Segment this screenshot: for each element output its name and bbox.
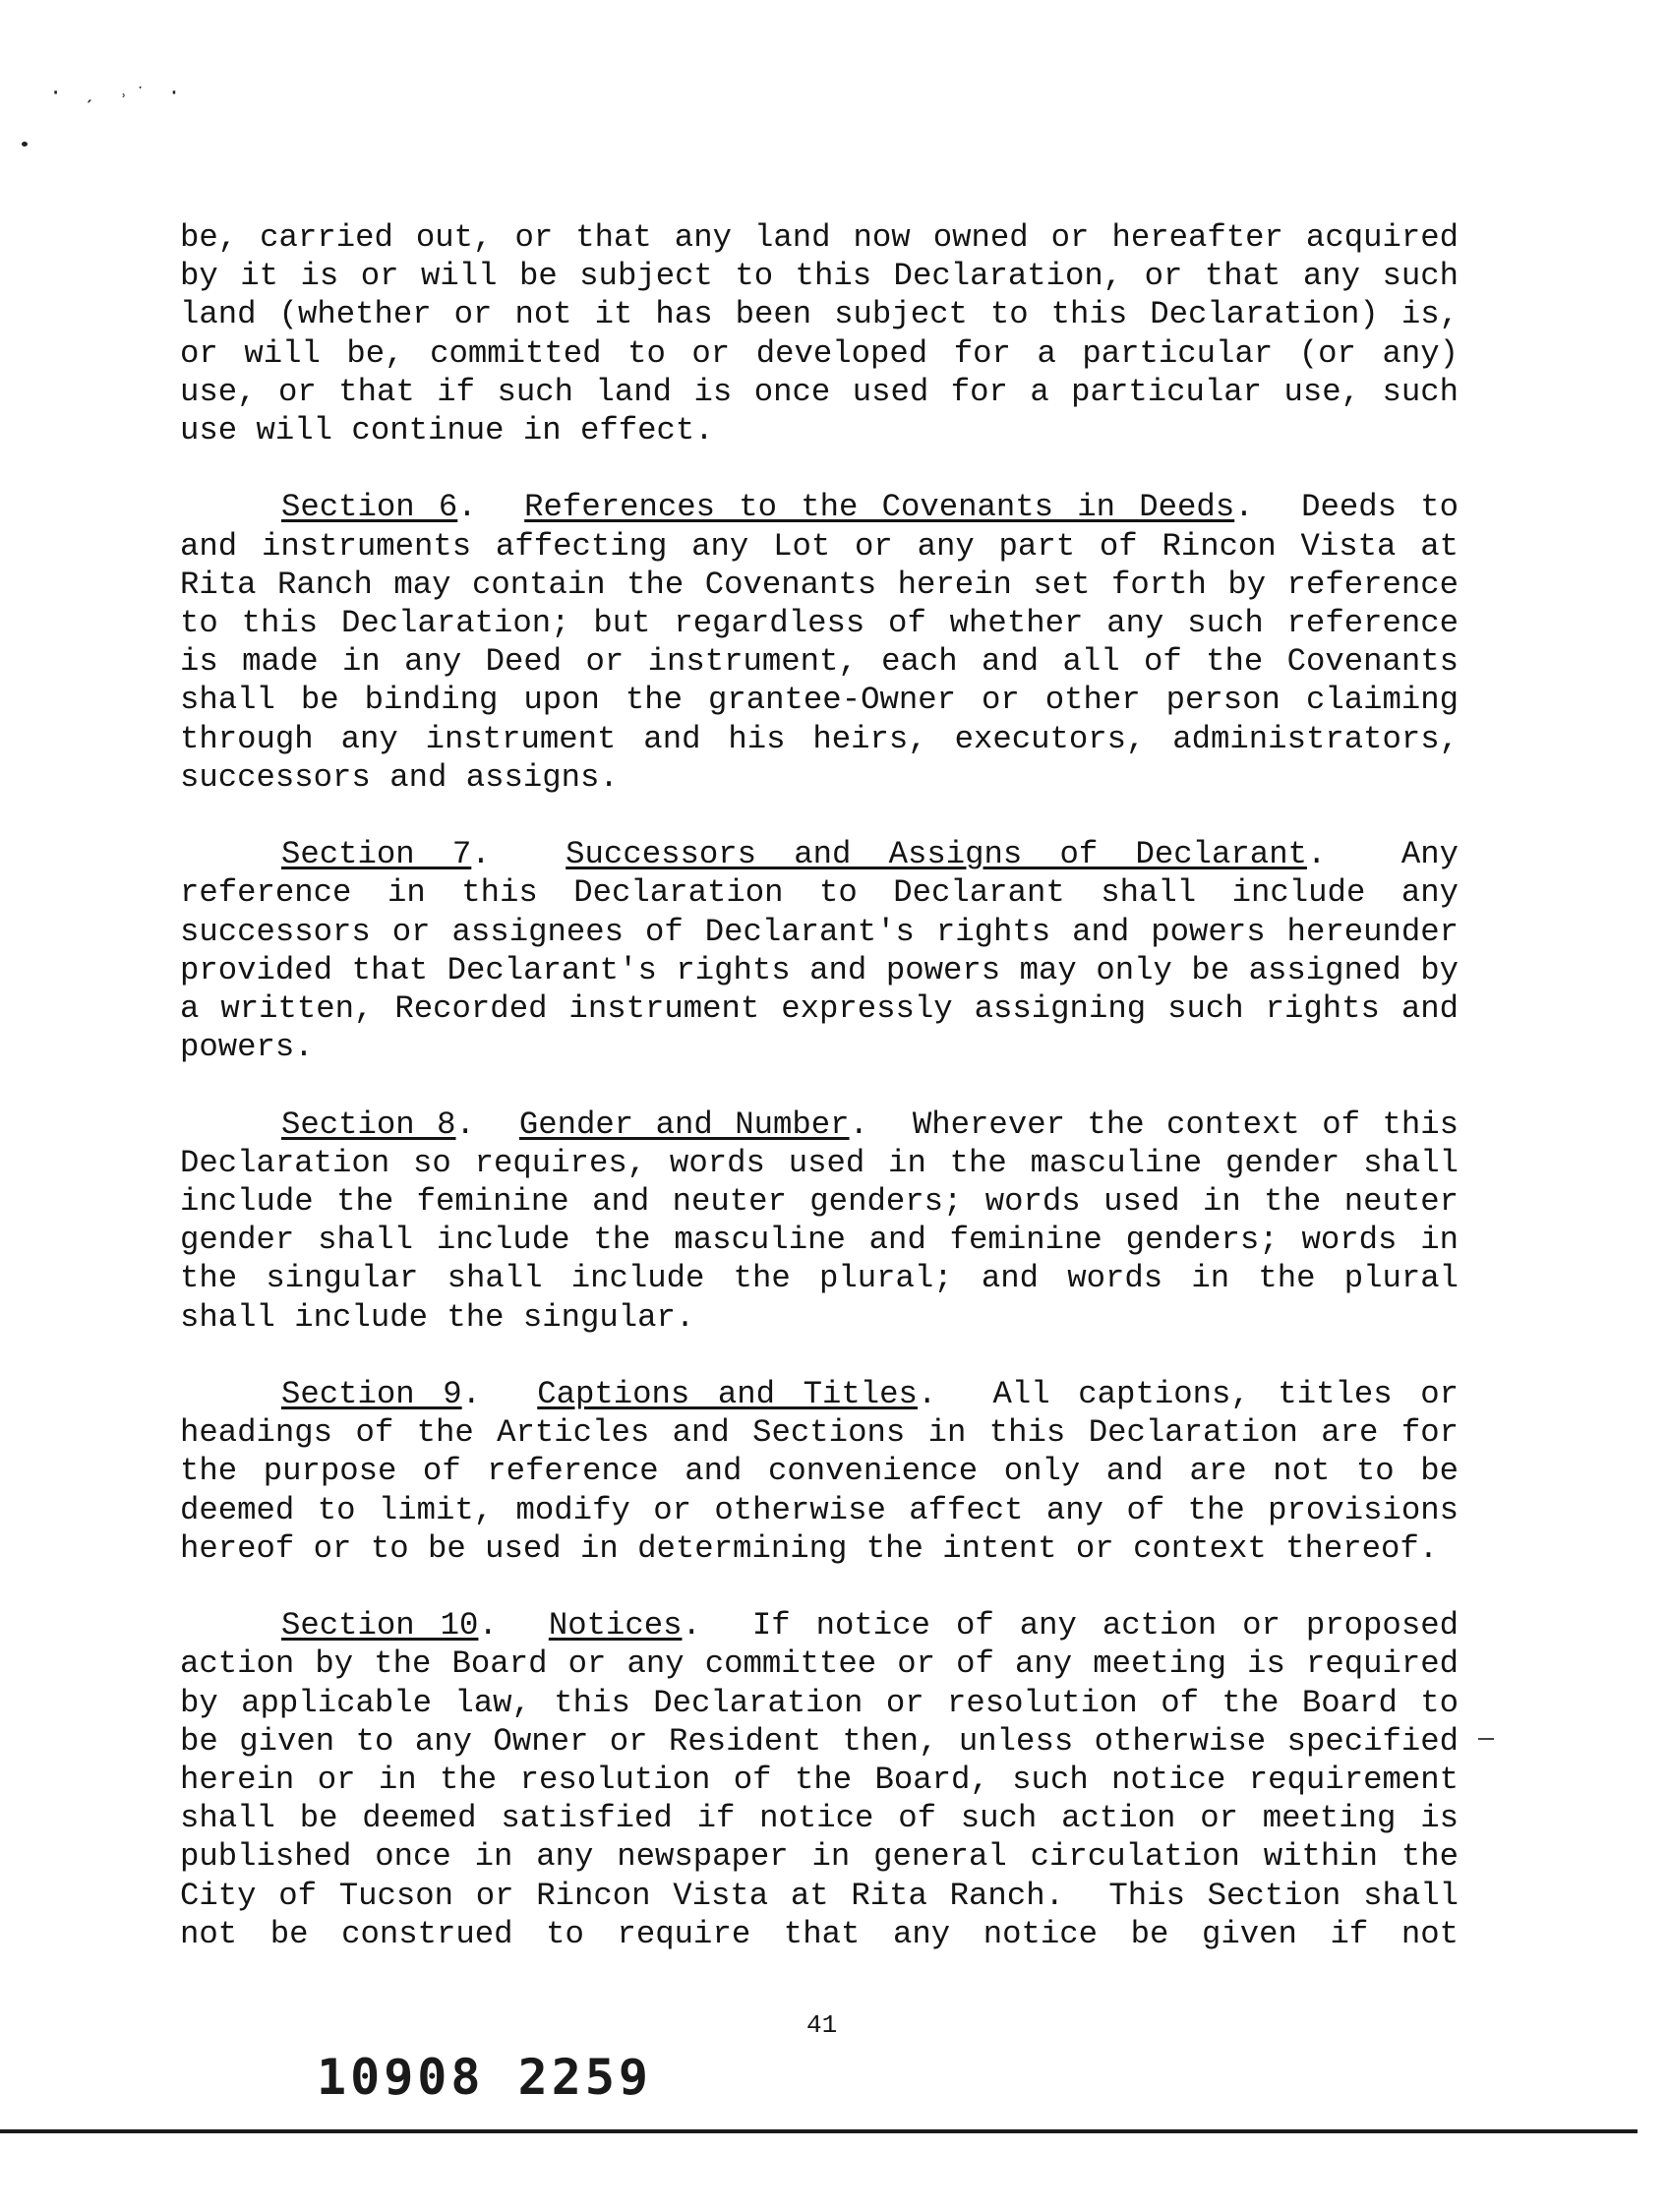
text-line: shall be binding upon the grantee-Owner or other person claiming: [180, 682, 1459, 719]
section-paragraph: [180, 835, 1459, 1066]
section-heading-line: Section 9. Captions and Titles. All captions, titles or: [281, 1376, 1459, 1413]
bottom-rule: [0, 2129, 1638, 2133]
section-title: References to the Covenants in Deeds: [524, 489, 1235, 526]
section-paragraph: [180, 488, 1459, 797]
text-line: Declaration so requires, words used in the masculine gender shall: [180, 1144, 1459, 1181]
document-body: [180, 218, 1459, 1953]
text-line: successors or assignees of Declarant's rights and powers hereunder: [180, 913, 1459, 950]
recording-stamp: 10908 2259: [317, 2049, 653, 2106]
scan-speck-dot: [22, 142, 28, 147]
text-line: is made in any Deed or instrument, each and all of the Covenants: [180, 643, 1459, 681]
section-title: Successors and Assigns of Declarant: [566, 836, 1307, 873]
text-line: provided that Declarant's rights and powers may only be assigned by: [180, 951, 1459, 988]
text-line: powers.: [180, 1029, 314, 1066]
scan-specks: · ˏ ˒ˑ ·: [49, 81, 185, 105]
text-line: herein or in the resolution of the Board, such notice requirement: [180, 1762, 1459, 1799]
section-paragraph: [180, 1375, 1459, 1568]
text-line: by it is or will be subject to this Declaration, or that any such: [180, 258, 1459, 295]
text-line: hereof or to be used in determining the intent or context thereof.: [180, 1529, 1439, 1567]
text-line: action by the Board or any committee or of any meeting is required: [180, 1645, 1459, 1683]
section-paragraph: [180, 1606, 1459, 1953]
text-line: and instruments affecting any Lot or any part of Rincon Vista at: [180, 527, 1459, 565]
page-number: 41: [806, 2010, 838, 2040]
text-line: land (whether or not it has been subject to this Declaration) is,: [180, 296, 1459, 333]
text-line: Rita Ranch may contain the Covenants herein set forth by reference: [180, 566, 1459, 603]
text-line: through any instrument and his heirs, executors, administrators,: [180, 720, 1459, 757]
text-line: be given to any Owner or Resident then, unless otherwise specified: [180, 1722, 1459, 1760]
section-heading-line: Section 10. Notices. If notice of any action or proposed: [281, 1607, 1459, 1644]
margin-mark: [1478, 1738, 1494, 1740]
text-line: use will continue in effect.: [180, 412, 714, 449]
text-line: deemed to limit, modify or otherwise affect any of the provisions: [180, 1491, 1459, 1528]
text-line: not be construed to require that any notice be given if not: [180, 1915, 1459, 1952]
section-title: Gender and Number: [518, 1106, 850, 1143]
section-label: Section 8: [281, 1106, 456, 1143]
text-line: be, carried out, or that any land now owned or hereafter acquired: [180, 219, 1459, 256]
text-line: or will be, committed to or developed for a particular (or any): [180, 334, 1459, 372]
text-line: by applicable law, this Declaration or resolution of the Board to: [180, 1684, 1459, 1721]
text-line: shall include the singular.: [180, 1298, 695, 1336]
section-label: Section 6: [281, 489, 458, 526]
section-first-line-text: Deeds to: [1301, 489, 1459, 526]
section-first-line-text: Any: [1400, 836, 1459, 873]
section-heading-line: Section 7. Successors and Assigns of Declarant. Any: [281, 836, 1459, 873]
text-line: City of Tucson or Rincon Vista at Rita Ranch. This Section shall: [180, 1877, 1459, 1914]
section-title: Notices: [548, 1607, 683, 1644]
text-line: headings of the Articles and Sections in this Declaration are for: [180, 1414, 1459, 1452]
text-line: to this Declaration; but regardless of whether any such reference: [180, 605, 1459, 642]
continuation-paragraph: [180, 218, 1459, 449]
section-label: Section 7: [281, 836, 472, 873]
text-line: a written, Recorded instrument expressly assigning such rights and: [180, 990, 1459, 1028]
text-line: the purpose of reference and convenience only and are not to be: [180, 1453, 1459, 1490]
section-heading-line: Section 6. References to the Covenants in Deeds. Deeds to: [281, 489, 1459, 526]
section-label: Section 9: [281, 1376, 462, 1413]
section-first-line-text: If notice of any action or proposed: [751, 1607, 1459, 1644]
section-first-line-text: Wherever the context of this: [912, 1106, 1459, 1143]
section-label: Section 10: [281, 1607, 479, 1644]
section-first-line-text: All captions, titles or: [992, 1376, 1459, 1413]
text-line: shall be deemed satisfied if notice of such action or meeting is: [180, 1800, 1459, 1837]
text-line: reference in this Declaration to Declarant shall include any: [180, 874, 1459, 912]
section-paragraph: [180, 1106, 1459, 1337]
text-line: successors and assigns.: [180, 758, 619, 796]
text-line: the singular shall include the plural; and words in the plural: [180, 1260, 1459, 1297]
text-line: gender shall include the masculine and feminine genders; words in: [180, 1222, 1459, 1259]
section-title: Captions and Titles: [537, 1376, 918, 1413]
text-line: published once in any newspaper in general circulation within the: [180, 1838, 1459, 1876]
text-line: use, or that if such land is once used for a particular use, such: [180, 373, 1459, 410]
section-heading-line: Section 8. Gender and Number. Wherever the context of this: [281, 1106, 1459, 1143]
text-line: include the feminine and neuter genders; words used in the neuter: [180, 1183, 1459, 1221]
